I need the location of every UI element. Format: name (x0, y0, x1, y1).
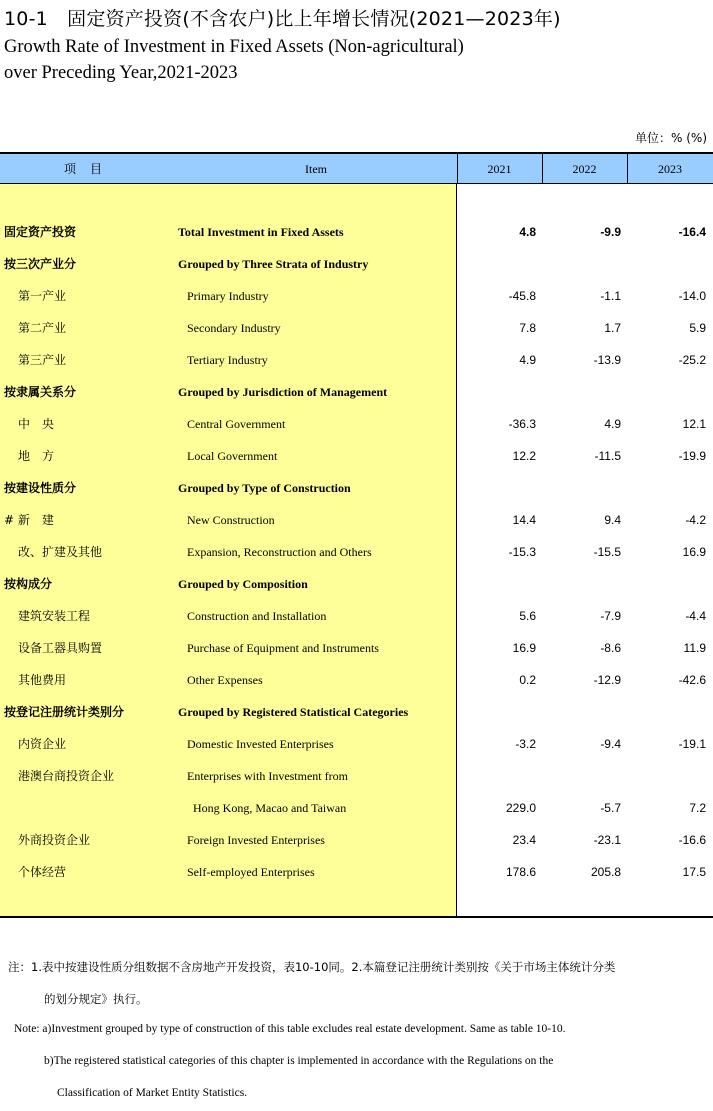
value-2023: 12.1 (682, 417, 706, 431)
value-2021: 4.9 (519, 353, 536, 367)
table-header (0, 154, 713, 184)
table-row (0, 760, 713, 792)
value-2023: -16.6 (678, 833, 706, 847)
row-label-en: Grouped by Three Strata of Industry (178, 257, 369, 271)
table-row (0, 568, 713, 600)
row-label-en: Total Investment in Fixed Assets (178, 225, 344, 239)
row-label-en: Other Expenses (187, 673, 263, 687)
table-row (0, 632, 713, 664)
row-label-cn: 按登记注册统计类别分 (4, 705, 125, 719)
table-title-cn: 10-1 固定资产投资(不含农户)比上年增长情况(2021—2023年) (4, 8, 561, 30)
row-label-en: Grouped by Type of Construction (178, 481, 351, 495)
value-2023: -42.6 (678, 673, 706, 687)
value-2022: -9.4 (600, 737, 621, 751)
value-2023: -4.4 (685, 609, 706, 623)
value-2022: -7.9 (600, 609, 621, 623)
row-label-cn: 固定资产投资 (4, 225, 77, 239)
row-label-cn: 按建设性质分 (4, 481, 77, 495)
value-2022: -9.9 (600, 225, 621, 239)
row-label-cn: 第二产业 (18, 321, 67, 335)
table-row (0, 376, 713, 408)
row-label-cn: 设备工器具购置 (18, 641, 103, 655)
row-label-cn: 建筑安装工程 (18, 609, 91, 623)
data-table (0, 152, 713, 918)
row-label-cn: 改、扩建及其他 (18, 545, 103, 559)
row-label-cn: 其他费用 (18, 673, 67, 687)
value-2021: 7.8 (519, 321, 536, 335)
table-row (0, 440, 713, 472)
table-row (0, 856, 713, 888)
value-2021: 23.4 (512, 833, 536, 847)
row-label-cn: 按构成分 (4, 577, 53, 591)
table-row (0, 408, 713, 440)
row-label-en: Enterprises with Investment from (187, 769, 348, 783)
row-label-cn: 地 方 (18, 449, 55, 463)
value-2022: 205.8 (590, 865, 621, 879)
value-2021: 16.9 (512, 641, 536, 655)
table-row (0, 216, 713, 248)
value-2021: 178.6 (505, 865, 536, 879)
value-2021: 14.4 (512, 513, 536, 527)
value-2022: -23.1 (593, 833, 621, 847)
value-2022: 9.4 (604, 513, 621, 527)
value-2021: -3.2 (515, 737, 536, 751)
value-2023: -19.1 (678, 737, 706, 751)
row-label-en: New Construction (187, 513, 275, 527)
value-2022: -1.1 (600, 289, 621, 303)
row-label-cn: 外商投资企业 (18, 833, 91, 847)
value-2023: -25.2 (678, 353, 706, 367)
value-2022: -13.9 (593, 353, 621, 367)
row-label-cn: 内资企业 (18, 737, 67, 751)
value-2022: -8.6 (600, 641, 621, 655)
value-2022: -5.7 (600, 801, 621, 815)
value-2023: -14.0 (678, 289, 706, 303)
row-label-cn: 按隶属关系分 (4, 385, 77, 399)
value-2021: 12.2 (512, 449, 536, 463)
note-en-line1: Note: a)Investment grouped by type of construction of this table excludes real estate development. Same as table 10-10. (14, 1023, 566, 1035)
note-cn-line1: 注：1.表中按建设性质分组数据不含房地产开发投资，表10-10同。2.本篇登记注册统计类别按《关于市场主体统计分类 (8, 960, 616, 974)
table-row (0, 536, 713, 568)
value-2022: -15.5 (593, 545, 621, 559)
row-label-cn: 中 央 (18, 417, 55, 431)
value-2023: 5.9 (689, 321, 706, 335)
row-label-en: Tertiary Industry (187, 353, 268, 367)
table-row (0, 664, 713, 696)
row-label-en: Foreign Invested Enterprises (187, 833, 325, 847)
value-2023: -19.9 (678, 449, 706, 463)
value-2022: -11.5 (594, 449, 621, 463)
value-2021: -15.3 (508, 545, 536, 559)
value-2022: 4.9 (604, 417, 621, 431)
value-2021: 0.2 (519, 673, 536, 687)
row-label-en: Central Government (187, 417, 286, 431)
value-2023: 11.9 (683, 641, 706, 655)
row-label-cn: 港澳台商投资企业 (18, 769, 115, 783)
row-label-en: Self-employed Enterprises (187, 865, 315, 879)
table-row (0, 504, 713, 536)
row-label-en: Primary Industry (187, 289, 269, 303)
header-item-cn: 项目 (63, 162, 116, 176)
table-title-en-line2: over Preceding Year,2021-2023 (4, 63, 238, 83)
row-label-en: Domestic Invested Enterprises (187, 737, 334, 751)
row-label-en: Purchase of Equipment and Instruments (187, 641, 379, 655)
table-title-en-line1: Growth Rate of Investment in Fixed Assets (Non-agricultural) (4, 37, 464, 57)
value-2023: 16.9 (682, 545, 706, 559)
note-en-line3: Classification of Market Entity Statistics. (57, 1087, 248, 1099)
value-2021: -36.3 (508, 417, 536, 431)
row-label-en: Grouped by Composition (178, 577, 308, 591)
row-label-en: Local Government (187, 449, 278, 463)
row-label-en: Hong Kong, Macao and Taiwan (193, 801, 347, 815)
row-label-cn: 第一产业 (18, 289, 67, 303)
value-2021: 229.0 (505, 801, 536, 815)
header-year-2022: 2022 (572, 162, 597, 176)
row-label-cn: # 新 建 (4, 513, 54, 527)
row-label-en: Expansion, Reconstruction and Others (187, 545, 372, 559)
table-row (0, 344, 713, 376)
value-2022: -12.9 (593, 673, 621, 687)
row-label-en: Grouped by Registered Statistical Categories (178, 705, 409, 719)
value-2023: 7.2 (689, 801, 706, 815)
table-row (0, 728, 713, 760)
header-year-2021: 2021 (487, 162, 512, 176)
table-row (0, 792, 713, 824)
header-item-en: Item (305, 162, 327, 176)
value-2023: 17.5 (682, 865, 706, 879)
header-year-2023: 2023 (658, 162, 682, 176)
value-2021: 4.8 (519, 225, 536, 239)
value-2021: -45.8 (508, 289, 536, 303)
row-label-cn: 第三产业 (18, 353, 67, 367)
value-2023: -16.4 (678, 225, 706, 239)
table-row (0, 600, 713, 632)
value-2023: -4.2 (685, 513, 706, 527)
value-2022: 1.7 (604, 321, 621, 335)
table-row (0, 824, 713, 856)
row-label-cn: 个体经营 (18, 865, 67, 879)
table-row (0, 248, 713, 280)
value-2021: 5.6 (519, 609, 536, 623)
row-label-en: Grouped by Jurisdiction of Management (178, 385, 388, 399)
table-row (0, 312, 713, 344)
table-row (0, 280, 713, 312)
table-row (0, 696, 713, 728)
row-label-en: Secondary Industry (187, 321, 281, 335)
note-cn-line2: 的划分规定》执行。 (44, 992, 148, 1006)
row-label-en: Construction and Installation (187, 609, 327, 623)
table-row (0, 472, 713, 504)
note-en-line2: b)The registered statistical categories of this chapter is implemented in accordance with the Regulations on the (44, 1055, 554, 1067)
unit-label: 单位：% (%) (635, 131, 707, 145)
row-label-cn: 按三次产业分 (4, 257, 77, 271)
